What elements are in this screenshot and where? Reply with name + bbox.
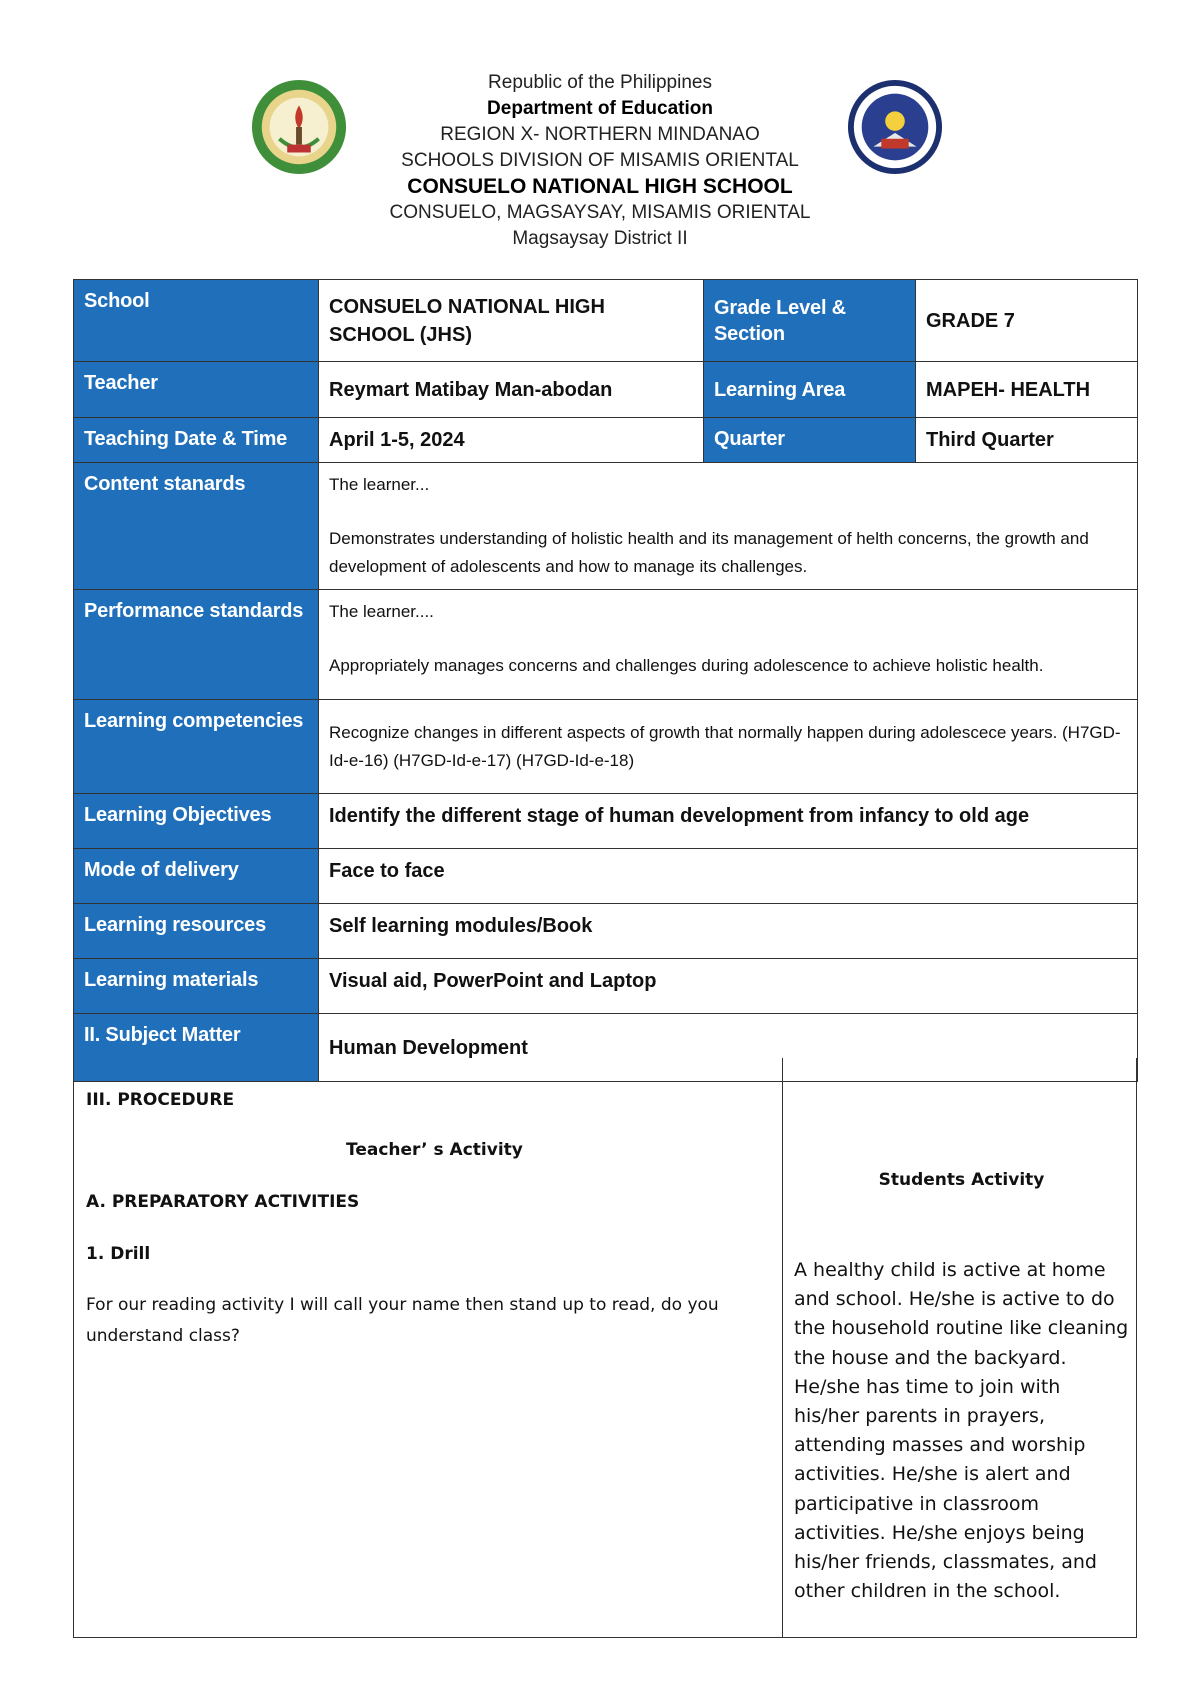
students-activity-text: A healthy child is active at home and school. He/she is active to do the household routine like cleaning the house and the backyard. He/she has time to join with his/her parents in prayers, attending masses and worship activities. He/she is alert and participative in classroom activities. He/she enjoys being his/her friends, classmates, and other children in the school. (794, 1259, 1129, 1603)
table-row (74, 700, 1138, 794)
address-line: CONSUELO, MAGSAYSAY, MISAMIS ORIENTAL (389, 202, 811, 223)
table-row (74, 794, 1138, 849)
department-line: Department of Education (487, 98, 713, 119)
performance-intro: The learner.... (329, 602, 434, 621)
quarter-label: Quarter (704, 418, 916, 463)
objectives-value: Identify the different stage of human development from infancy to old age (319, 794, 1138, 849)
table-row (74, 959, 1138, 1014)
teacher-activity-heading: Teacher’ s Activity (346, 1140, 523, 1160)
resources-label: Learning resources (74, 904, 319, 959)
materials-label: Learning materials (74, 959, 319, 1014)
school-name-line: CONSUELO NATIONAL HIGH SCHOOL (407, 175, 793, 198)
content-label: Content stanards (74, 463, 319, 590)
table-row (74, 463, 1138, 590)
lesson-info-table (73, 279, 1138, 1082)
date-label: Teaching Date & Time (74, 418, 319, 463)
country-line: Republic of the Philippines (488, 72, 712, 93)
objectives-label: Learning Objectives (74, 794, 319, 849)
district-line: Magsaysay District II (512, 228, 688, 249)
table-row (74, 280, 1138, 362)
table-row (74, 362, 1138, 418)
table-row (74, 849, 1138, 904)
school-label: School (74, 280, 319, 362)
subject-label: II. Subject Matter (74, 1014, 319, 1082)
procedure-heading: III. PROCEDURE (86, 1090, 235, 1110)
grade-value: GRADE 7 (916, 280, 1138, 362)
performance-label: Performance standards (74, 590, 319, 700)
quarter-value: Third Quarter (916, 418, 1138, 463)
content-intro: The learner... (329, 475, 430, 494)
content-cell (319, 463, 1138, 590)
teacher-label: Teacher (74, 362, 319, 418)
performance-text: Appropriately manages concerns and challenges during adolescence to achieve holistic health. (329, 656, 1044, 675)
students-activity-heading: Students Activity (878, 1170, 1045, 1190)
drill-text: For our reading activity I will call your name then stand up to read, do you understand class? (86, 1295, 719, 1346)
content-text: Demonstrates understanding of holistic health and its management of helth concerns, the growth and development of adolescents and how to manage its challenges. (329, 529, 1089, 576)
competencies-label: Learning competencies (74, 700, 319, 794)
area-value: MAPEH- HEALTH (916, 362, 1138, 418)
table-row (74, 590, 1138, 700)
preparatory-heading: A. PREPARATORY ACTIVITIES (86, 1192, 360, 1212)
delivery-value: Face to face (319, 849, 1138, 904)
date-value: April 1-5, 2024 (319, 418, 704, 463)
delivery-label: Mode of delivery (74, 849, 319, 904)
teacher-value: Reymart Matibay Man-abodan (319, 362, 704, 418)
letterhead (0, 70, 1200, 252)
table-row (74, 418, 1138, 463)
performance-cell (319, 590, 1138, 700)
division-line: SCHOOLS DIVISION OF MISAMIS ORIENTAL (401, 150, 799, 171)
subject-value: Human Development (319, 1014, 1138, 1082)
drill-heading: 1. Drill (86, 1244, 151, 1264)
school-value: CONSUELO NATIONAL HIGH SCHOOL (JHS) (319, 280, 704, 362)
resources-value: Self learning modules/Book (319, 904, 1138, 959)
students-column (794, 1058, 1129, 1606)
grade-label: Grade Level & Section (704, 280, 916, 362)
column-divider (782, 1058, 783, 1637)
teacher-column (86, 1088, 766, 1352)
area-label: Learning Area (704, 362, 916, 418)
table-row (74, 904, 1138, 959)
region-line: REGION X- NORTHERN MINDANAO (440, 124, 760, 145)
competencies-text: Recognize changes in different aspects of growth that normally happen during adolescece years. (H7GD-Id-e-16) (H7GD-Id-e-17) (H7GD-Id-e-18) (319, 700, 1138, 794)
procedure-section (73, 1058, 1137, 1638)
materials-value: Visual aid, PowerPoint and Laptop (319, 959, 1138, 1014)
